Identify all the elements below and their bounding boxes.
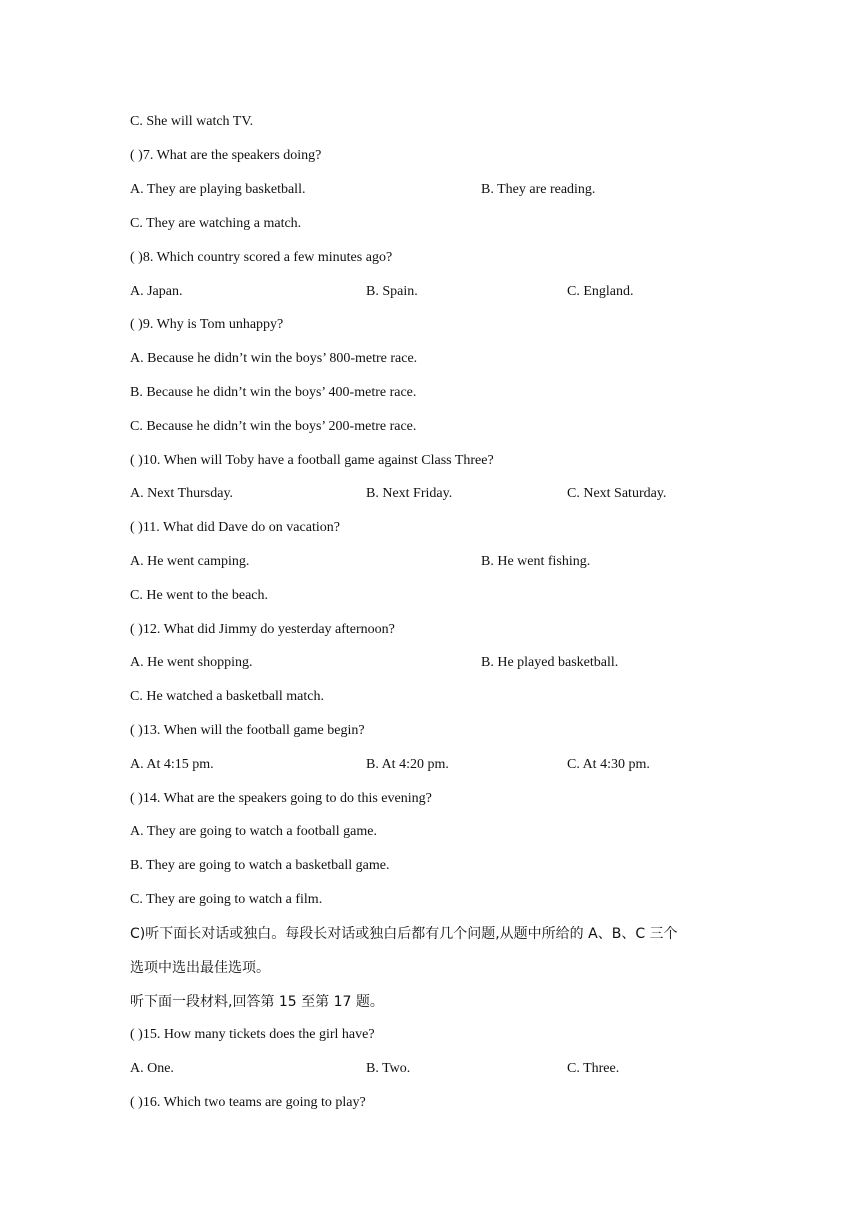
q9-option-c: C. Because he didn’t win the boys’ 200-metre race.	[130, 419, 417, 434]
q15-option-c: C. Three.	[567, 1061, 620, 1076]
q11-option-b: B. He went fishing.	[481, 554, 591, 569]
q7-option-b: B. They are reading.	[481, 182, 596, 197]
question-15: ( )15. How many tickets does the girl have?	[130, 1027, 375, 1042]
q12-option-a: A. He went shopping.	[130, 655, 253, 670]
q7-option-c: C. They are watching a match.	[130, 216, 302, 231]
q11-option-a: A. He went camping.	[130, 554, 250, 569]
question-11: ( )11. What did Dave do on vacation?	[130, 520, 340, 535]
q8-option-c: C. England.	[567, 284, 634, 299]
q10-option-a: A. Next Thursday.	[130, 486, 234, 501]
q13-option-b: B. At 4:20 pm.	[366, 757, 449, 772]
q14-option-c: C. They are going to watch a film.	[130, 892, 323, 907]
question-16: ( )16. Which two teams are going to play?	[130, 1095, 366, 1110]
q10-option-c: C. Next Saturday.	[567, 486, 667, 501]
section-c-instructions-line1: C)听下面长对话或独白。每段长对话或独白后都有几个问题,从题中所给的 A、B、C 三个	[130, 926, 678, 942]
q13-option-c: C. At 4:30 pm.	[567, 757, 650, 772]
q12-option-b: B. He played basketball.	[481, 655, 619, 670]
q8-option-a: A. Japan.	[130, 284, 183, 299]
q14-option-b: B. They are going to watch a basketball game.	[130, 858, 390, 873]
q9-option-a: A. Because he didn’t win the boys’ 800-metre race.	[130, 351, 418, 366]
question-8: ( )8. Which country scored a few minutes ago?	[130, 250, 393, 265]
question-14: ( )14. What are the speakers going to do this evening?	[130, 791, 432, 806]
q15-option-a: A. One.	[130, 1061, 174, 1076]
q7-option-a: A. They are playing basketball.	[130, 182, 306, 197]
section-c-instructions-line2: 选项中选出最佳选项。	[130, 960, 270, 976]
question-9: ( )9. Why is Tom unhappy?	[130, 317, 284, 332]
q12-option-c: C. He watched a basketball match.	[130, 689, 324, 704]
q15-option-b: B. Two.	[366, 1061, 411, 1076]
q14-option-a: A. They are going to watch a football game.	[130, 824, 377, 839]
q6-option-c: C. She will watch TV.	[130, 114, 254, 129]
question-7: ( )7. What are the speakers doing?	[130, 148, 322, 163]
question-10: ( )10. When will Toby have a football game against Class Three?	[130, 453, 494, 468]
q11-option-c: C. He went to the beach.	[130, 588, 269, 603]
passage-instruction: 听下面一段材料,回答第 15 至第 17 题。	[130, 994, 384, 1010]
q13-option-a: A. At 4:15 pm.	[130, 757, 214, 772]
q10-option-b: B. Next Friday.	[366, 486, 453, 501]
q8-option-b: B. Spain.	[366, 284, 418, 299]
q9-option-b: B. Because he didn’t win the boys’ 400-metre race.	[130, 385, 417, 400]
question-13: ( )13. When will the football game begin?	[130, 723, 365, 738]
question-12: ( )12. What did Jimmy do yesterday afternoon?	[130, 622, 395, 637]
